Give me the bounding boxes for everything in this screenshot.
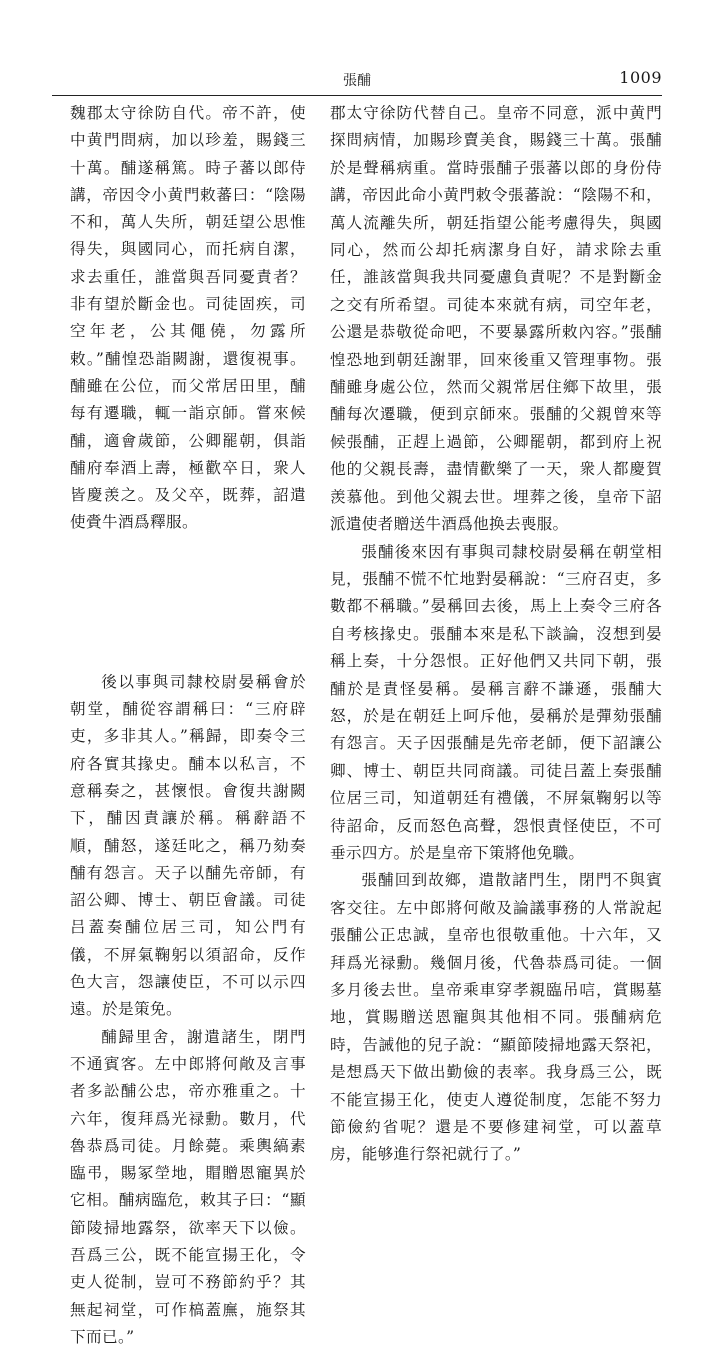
header-rule — [52, 95, 662, 96]
translation-paragraph-3: 張酺回到故鄉，遣散諸門生，閉門不與賓客交往。左中郎將何敞及論議事務的人常說起張酺公正忠誠，皇帝也很敬重他。十六年，又拜爲光禄勳。幾個月後，代魯恭爲司徒。一個多月後去世。皇帝乘車穿孝親臨吊唁，賞賜墓地，賞賜贈送恩寵與其他相不同。張酺病危時，告誡他的兒子說：“顯節陵掃地露天祭祀，是想爲天下做出勤儉的表率。我身爲三公，既不能宣揚王化，使吏人遵從制度，怎能不努力節儉約省呢？還是不要修建祠堂，可以蓋草房，能够進行祭祀就行了。” — [330, 871, 662, 1164]
translation-paragraph-1: 郡太守徐防代替自己。皇帝不同意，派中黄門探問病情，加賜珍賣美食，賜錢三十萬。張酺於是聲稱病重。當時張酺子張蕃以郎的身份侍講，帝因此命小黄門敕令張蕃說：“陰陽不和，萬人流離失所，朝廷指望公能考慮得失，與國同心，然而公却托病潔身自好，請求除去重任，誰該當與我共同憂慮負責呢？不是對斷金之交有所希望。司徒本來就有病，司空年老，公還是恭敬從命吧，不要暴露所敕內容。”張酺惶恐地到朝廷謝罪，回來後重又管理事物。張酺雖身處公位，然而父親常居住鄉下故里，張酺每次遷職，便到京師來。張酺的父親曾來等候張酺，正趕上過節，公卿罷朝，都到府上祝他的父親長壽，盡情歡樂了一天，衆人都慶賀羡慕他。到他父親去世。埋葬之後，皇帝下詔派遣使者贈送牛酒爲他换去喪服。 — [330, 104, 662, 534]
paragraph-spacer — [70, 537, 306, 669]
classical-paragraph-2: 後以事與司隸校尉晏稱會於朝堂，酺從容謂稱曰：“三府辟吏，多非其人。”稱歸，即奏令三府各實其掾史。酺本以私言，不意稱奏之，甚懷恨。會復共謝闕下，酺因責讓於稱。稱辭語不順，酺怒，遂廷叱之，稱乃劾奏酺有怨言。天子以酺先帝師，有詔公卿、博士、朝臣會議。司徒吕蓋奏酺位居三司，知公門有儀，不屏氣鞠躬以須詔命，反作色大言，怨讓使臣，不可以示四遠。於是策免。 — [70, 672, 306, 1019]
translation-column — [330, 100, 662, 1169]
translation-paragraph-2: 張酺後來因有事與司隸校尉晏稱在朝堂相見，張酺不慌不忙地對晏稱說：“三府召吏，多數都不稱職。”晏稱回去後，馬上上奏令三府各自考核掾史。張酺本來是私下談論，沒想到晏稱上奏，十分怨恨。正好他們又共同下朝，張酺於是責怪晏稱。晏稱言辭不謙遜，張酺大怒，於是在朝廷上呵斥他，晏稱於是彈劾張酺有怨言。天子因張酺是先帝老師，便下詔讓公卿、博士、朝臣共同商議。司徒吕蓋上奏張酺位居三司，知道朝廷有禮儀，不屏氣鞠躬以等待詔命，反而怒色高聲，怨恨責怪使臣，不可垂示四方。於是皇帝下策將他免職。 — [330, 542, 662, 862]
running-title: 張酺 — [343, 73, 371, 89]
classical-paragraph-1: 魏郡太守徐防自代。帝不許，使中黄門問病，加以珍羞，賜錢三十萬。酺遂稱篤。時子蕃以郎侍講，帝因令小黄門敕蕃曰：“陰陽不和，萬人失所，朝廷望公思惟得失，與國同心，而托病自潔，求去重任，誰當與吾同憂責者？非有望於斷金也。司徒固疾，司空年老，公其僶僥，勿露所敕。”酺惶恐詣闕謝，還復視事。酺雖在公位，而父常居田里，酺每有遷職，輒一詣京師。嘗來候酺，適會歲節，公卿罷朝，俱詣酺府奉酒上壽，極歡卒日，衆人皆慶羡之。及父卒，既葬，詔遣使賫牛酒爲釋服。 — [70, 104, 306, 532]
classical-text-column — [70, 100, 306, 1351]
page-number: 1009 — [619, 68, 662, 87]
classical-paragraph-3: 酺歸里舍，謝遣諸生，閉門不通賓客。左中郎將何敞及言事者多訟酺公忠，帝亦雅重之。十六年，復拜爲光禄勳。數月，代魯恭爲司徒。月餘薨。乘輿縞素臨弔，賜冢塋地，賵贈恩寵異於它相。酺病臨危，敕其子曰：“顯節陵掃地露祭，欲率天下以儉。吾爲三公，既不能宣揚王化，令吏人從制，豈可不務節約乎？其無起祠堂，可作槁蓋廡，施祭其下而已。” — [70, 1027, 306, 1346]
page-header — [52, 68, 662, 92]
